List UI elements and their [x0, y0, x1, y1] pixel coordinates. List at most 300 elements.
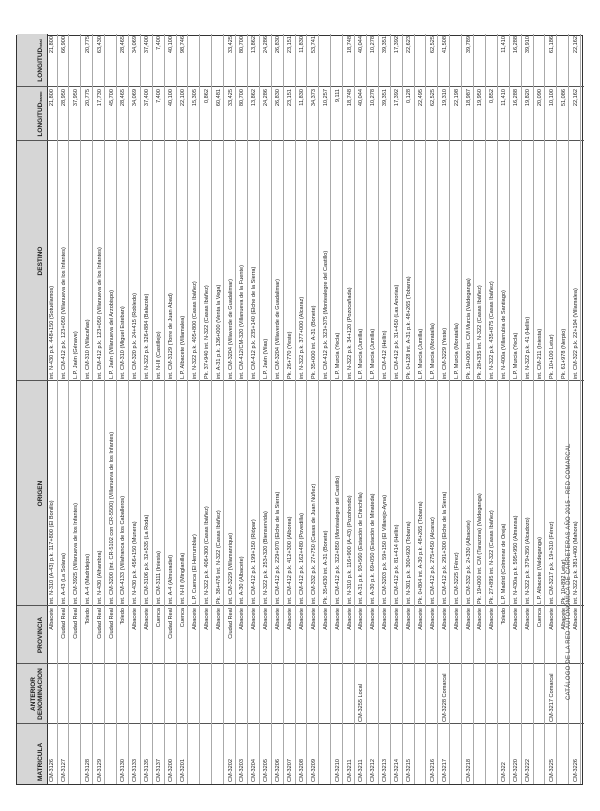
cell-provincia: Albacete	[132, 608, 139, 630]
cell-longitud-tramo: 19,950	[477, 89, 484, 107]
cell-provincia: Albacete	[429, 608, 436, 630]
cell-origen: int. A-30 p.k. 69+050 (Estación de Minateda)	[370, 493, 377, 604]
table-row	[273, 34, 284, 784]
cell-anterior	[226, 664, 237, 724]
cell-matricula: CM-3133	[132, 758, 139, 782]
cell-anterior	[249, 664, 260, 724]
cell-anterior	[309, 664, 320, 724]
cell-longitud-tramo: 19,820	[525, 89, 531, 107]
cell-destino: Pk. 35+000 int. A-31 (Bonete)	[310, 305, 317, 379]
cell-longitud-total	[559, 34, 570, 87]
cell-longitud-tramo: 20,775	[84, 89, 91, 107]
cell-matricula	[559, 724, 570, 784]
cell-matricula	[107, 724, 118, 784]
cell-anterior	[178, 664, 189, 724]
cell-longitud-tramo: 51,086	[560, 89, 567, 107]
table-row	[428, 34, 439, 784]
cell-anterior	[475, 664, 486, 724]
cell-provincia: Albacete	[298, 608, 305, 630]
cell-anterior	[154, 664, 165, 724]
cell-longitud-tramo: 15,305	[191, 89, 198, 107]
road-catalog-table	[16, 35, 583, 785]
cell-anterior	[511, 664, 522, 724]
cell-longitud-total: 41,508	[441, 36, 448, 54]
cell-longitud-total: 39,789	[465, 36, 472, 54]
cell-provincia: Albacete	[560, 608, 567, 630]
cell-longitud-tramo: 34,069	[132, 89, 139, 107]
cell-provincia: Albacete	[203, 608, 210, 630]
cell-anterior: CM-3228 Comarcal	[441, 673, 448, 722]
cell-origen: int. CM-3229 (Villamanrique)	[227, 532, 234, 604]
cell-provincia: Albacete	[513, 608, 520, 630]
cell-destino: L.P. Murcia (Jumilla)	[370, 328, 377, 379]
cell-provincia: Albacete	[406, 608, 412, 630]
cell-longitud-total: 34,069	[132, 36, 139, 54]
cell-anterior	[59, 664, 70, 724]
cell-anterior	[47, 664, 58, 724]
cell-destino: L.P. Murcia (Moratalla)	[429, 323, 436, 379]
table-row	[547, 34, 558, 784]
header-anterior-denominacion: ANTERIOR DENOMINACION	[30, 668, 44, 720]
table-row	[166, 34, 177, 784]
cell-origen: int. CM-412 p.k. 322+850 (Montealegre del Castillo)	[334, 475, 341, 604]
cell-origen: int. A-4 (Madridejos)	[84, 553, 91, 604]
cell-origen: int. N-430a p.k. 595+950 (Almansa)	[513, 515, 520, 604]
table-header	[17, 34, 48, 784]
cell-origen: Pk. 35+630 int. A-31 (Bonete)	[322, 530, 329, 604]
cell-origen: int. A-43 (La Solana)	[60, 553, 67, 604]
cell-anterior	[130, 664, 141, 724]
cell-longitud-tramo: 0,862	[203, 89, 210, 103]
cell-longitud-tramo: 17,730	[96, 89, 103, 107]
cell-destino: int. CM-3229 (Yeste)	[441, 327, 448, 379]
table-row	[404, 34, 415, 784]
cell-longitud-tramo: 45,700	[108, 89, 115, 107]
cell-anterior	[297, 664, 308, 724]
cell-provincia: Ciudad Real	[60, 608, 67, 639]
cell-destino: int. CM-412 (Hellín)	[382, 330, 389, 379]
cell-longitud-total: 33,425	[227, 36, 234, 54]
cell-anterior	[118, 664, 129, 724]
cell-destino: int. CM-412 p.k. 123+050 (Villanueva de los Infantes)	[96, 247, 103, 379]
cell-longitud-total: 98,746	[179, 36, 186, 54]
cell-provincia: Albacete	[287, 608, 293, 630]
cell-longitud-total	[321, 34, 332, 87]
cell-destino: int. N-322 p.k. 405+800 (Casas Ibáñez)	[191, 281, 198, 379]
cell-anterior	[166, 664, 177, 724]
cell-longitud-tramo: 9,111	[334, 89, 341, 103]
cell-longitud-total: 24,286	[263, 36, 270, 54]
cell-provincia: Albacete	[548, 608, 555, 630]
cell-provincia: Albacete	[441, 608, 448, 630]
cell-origen: Pk. 19+000 int. CM (Tarazona) (Valdeganga)	[477, 493, 484, 604]
table-row	[487, 34, 498, 784]
table-row	[356, 34, 367, 784]
cell-longitud-total	[333, 34, 344, 87]
cell-longitud-tramo: 26,830	[275, 89, 282, 107]
cell-longitud-tramo: 17,392	[394, 89, 401, 107]
cell-anterior	[107, 664, 118, 724]
catalog-footer: CATÁLOGO DE LA RED AUTONÓMICA DE CARRETERAS AÑO 2015 - RED COMARCAL	[566, 443, 572, 700]
cell-provincia: Ciudad Real	[72, 608, 79, 639]
cell-origen: L.P. Cuenca (El Herrumblar)	[191, 534, 198, 604]
cell-longitud-total	[71, 34, 82, 87]
cell-longitud-total: 22,623	[406, 36, 412, 54]
cell-provincia: Albacete	[358, 608, 365, 630]
cell-origen: int. CM-412 p.k. 412+300 (Alborea)	[287, 516, 293, 604]
cell-longitud-tramo: 19,310	[441, 89, 448, 107]
table-row	[368, 34, 379, 784]
cell-matricula: CM-3200	[168, 758, 174, 782]
cell-longitud-total: 7,400	[156, 36, 163, 50]
cell-longitud-tramo: 21,800	[49, 89, 55, 107]
table-row	[226, 34, 237, 784]
cell-longitud-tramo: 11,830	[298, 89, 305, 106]
cell-destino: int. N-322 p.k. 41 (Hellín)	[525, 316, 531, 379]
cell-destino: Pk. 37+940 int. N-322 (Casas Ibáñez)	[203, 285, 210, 379]
cell-longitud-tramo: 37,950	[72, 89, 79, 107]
cell-destino: int. N-322 p.k. 326+884 (Balazote)	[144, 293, 151, 379]
table-row	[178, 34, 189, 784]
cell-anterior	[464, 664, 475, 724]
cell-anterior	[202, 664, 213, 724]
cell-provincia: Albacete	[144, 608, 151, 630]
cell-origen: int. CM-3925 (Villanueva de los Infantes)	[72, 503, 79, 604]
cell-anterior	[404, 664, 415, 724]
cell-matricula: CM-3210	[334, 758, 341, 782]
cell-longitud-tramo: 60,481	[215, 89, 222, 107]
cell-destino: L.P. Jaén (Vilas)	[263, 338, 270, 379]
cell-longitud-total	[214, 34, 225, 87]
table-row	[535, 34, 546, 784]
cell-provincia: Toledo	[501, 608, 508, 625]
cell-anterior	[428, 664, 439, 724]
cell-anterior	[333, 664, 344, 724]
cell-destino: int. CM-412 p.k. 123+050 (Villanueva de los Infantes)	[60, 247, 67, 379]
cell-provincia: Toledo	[84, 608, 91, 625]
table-row	[499, 34, 510, 784]
cell-provincia: Albacete	[251, 608, 258, 630]
cell-anterior: CM-3217 Comarcal	[548, 673, 555, 722]
cell-anterior	[237, 664, 248, 724]
cell-destino: int. CM-310 (Miguel Esteban)	[120, 306, 127, 379]
cell-destino: int. CM-320 p.k. 24+415 (Robledo)	[132, 293, 139, 379]
cell-origen: Pk. 10+892 Letur)	[560, 559, 567, 604]
cell-matricula	[535, 724, 546, 784]
cell-provincia: Albacete	[394, 608, 401, 630]
cell-anterior	[261, 664, 272, 724]
cell-destino: L.P. Murcia (Yecla)	[513, 332, 520, 379]
header-provincia: PROVINCIA	[37, 616, 44, 654]
cell-provincia: Albacete	[382, 608, 389, 630]
table-row	[333, 34, 344, 784]
cell-origen: int. CM-412 p.k. 275+450 (Alcaraz)	[429, 517, 436, 604]
cell-origen: Pk. 38+476 int. N-322 (Casas Ibáñez)	[215, 510, 222, 604]
cell-longitud-total: 40,044	[358, 36, 365, 54]
cell-anterior	[499, 664, 510, 724]
table-row	[95, 34, 106, 784]
cell-provincia: Albacete	[525, 608, 531, 630]
cell-origen: int. CM-3111 (Iniesta)	[156, 551, 163, 604]
cell-longitud-total: 63,430	[96, 36, 103, 54]
cell-destino: Pk. 26+770 (Yeste)	[287, 331, 293, 379]
rotated-table-container	[16, 35, 583, 785]
cell-anterior	[285, 664, 296, 724]
cell-provincia: Albacete	[370, 608, 377, 630]
table-row	[249, 34, 260, 784]
cell-matricula: CM-3126	[49, 758, 55, 782]
cell-origen: int. A-30 (Albacete)	[239, 556, 246, 604]
cell-longitud-tramo: 0,128	[406, 89, 412, 103]
table-row	[475, 34, 486, 784]
table-row	[202, 34, 213, 784]
table-row	[452, 34, 463, 784]
table-row	[440, 34, 451, 784]
cell-longitud-tramo: 37,400	[144, 89, 151, 107]
cell-matricula: CM-3215	[406, 758, 412, 782]
cell-destino: int. CM-3204 (Villaverde de Guadalimar)	[227, 278, 234, 379]
header-longitud-total: LONGITUD total	[37, 39, 44, 82]
cell-anterior	[214, 664, 225, 724]
cell-destino: int. N-322 p.k. 435+875 (Casas Ibáñez)	[489, 281, 496, 379]
cell-destino: int. N-322 p.k. 34+120 (Pozocañada)	[346, 287, 353, 379]
cell-anterior	[416, 664, 427, 724]
cell-longitud-tramo: 22,495	[417, 89, 424, 107]
cell-provincia: Ciudad Real	[168, 608, 174, 639]
cell-anterior	[523, 664, 534, 724]
cell-provincia: Toledo	[120, 608, 127, 625]
table-row	[321, 34, 332, 784]
cell-longitud-total: 18,748	[346, 36, 353, 54]
table-row	[214, 34, 225, 784]
cell-destino: L.P. Murcia (Yecla)	[334, 332, 341, 379]
cell-destino: int. N-322 p.k. 377+000 (Alcaraz)	[298, 296, 305, 379]
cell-origen: int. CM-412 p.k. 229+970 (Elche de la Sierra)	[275, 491, 282, 604]
cell-longitud-total: 11,830	[298, 36, 305, 53]
cell-longitud-tramo: 18,987	[465, 89, 472, 107]
cell-longitud-total: 39,351	[382, 36, 389, 54]
cell-longitud-tramo: 24,286	[263, 89, 270, 107]
table-row	[380, 34, 391, 784]
cell-longitud-total	[535, 34, 546, 87]
header-origen: ORIGEN	[37, 480, 44, 507]
cell-provincia: Albacete	[489, 608, 496, 630]
cell-matricula: CM-3208	[298, 758, 305, 782]
cell-matricula: CM-3213	[382, 758, 389, 782]
cell-provincia: Albacete	[417, 608, 424, 630]
cell-destino: L.P. Albacete (Villamalea)	[179, 315, 186, 379]
cell-provincia: Cuenca	[179, 608, 186, 628]
cell-provincia: Albacete	[465, 608, 472, 630]
cell-longitud-total	[475, 34, 486, 87]
cell-matricula: CM-3206	[275, 758, 282, 782]
cell-origen: int. N-III (Minglanilla)	[179, 552, 186, 604]
cell-longitud-total	[416, 34, 427, 87]
cell-provincia: Ciudad Real	[227, 608, 234, 639]
cell-origen: int. A-4 (Almuradiel)	[168, 554, 174, 604]
cell-anterior	[571, 664, 582, 724]
cell-destino: L.P. Jaén (Génave)	[72, 331, 79, 379]
cell-origen: int. CM-4133 (Villafranca de los Caballeros)	[120, 495, 127, 604]
cell-origen: int. N-322 p.k. 406+300 (Casas Ibáñez)	[203, 506, 210, 604]
header-destino: DESTINO	[37, 246, 44, 276]
cell-anterior	[95, 664, 106, 724]
cell-origen: int. CM-3217 p.k. 19+310 (Férez)	[548, 521, 555, 604]
cell-longitud-tramo: 33,425	[227, 89, 234, 107]
cell-anterior	[71, 664, 82, 724]
cell-provincia: Albacete	[215, 608, 222, 630]
cell-provincia: Albacete	[49, 608, 55, 630]
cell-matricula: CM-3214	[394, 758, 401, 782]
cell-destino: int. A-31 p.k. 136+000 (Venta la Vega)	[215, 284, 222, 379]
cell-matricula: CM-3217	[441, 758, 448, 782]
cell-origen: L.P. Albacete (Valdeganga)	[536, 537, 543, 604]
cell-provincia: Cuenca	[156, 608, 163, 628]
header-matricula: MATRICULA	[37, 742, 44, 781]
cell-anterior	[190, 664, 201, 724]
table-row	[285, 34, 296, 784]
cell-matricula: CM-3128	[84, 758, 91, 782]
cell-anterior	[345, 664, 356, 724]
cell-origen: int. N-301 p.k. 300+920 (Tobarra)	[406, 521, 412, 604]
cell-origen: int. CM-3203 p.k. 59+150 (El Villarejo-Ayna)	[382, 494, 389, 604]
table-row	[237, 34, 248, 784]
cell-longitud-tramo: 39,351	[382, 89, 389, 107]
cell-longitud-total: 23,151	[287, 36, 293, 54]
table-row	[392, 34, 403, 784]
cell-longitud-total: 10,278	[370, 36, 377, 54]
cell-longitud-tramo: 10,257	[322, 89, 329, 107]
cell-destino: int. N-III (Castillejo)	[156, 331, 163, 379]
cell-matricula: CM-3130	[120, 758, 127, 782]
cell-provincia: Ciudad Real	[96, 608, 103, 639]
cell-destino: L.P. Murcia (Jumilla)	[417, 328, 424, 379]
cell-origen: int. A-31 p.k. 93+560 (Estación de Chinchilla)	[358, 492, 365, 604]
cell-longitud-total	[202, 34, 213, 87]
cell-destino: int. CM-322 p.k. 22+194 (Villamalea)	[572, 288, 579, 379]
cell-provincia: Albacete	[453, 608, 460, 630]
cell-longitud-tramo: 40,100	[168, 89, 174, 107]
cell-destino: Pk. 28+335 int. N-322 (Casas Ibáñez)	[477, 285, 484, 379]
cell-matricula: CM-3222	[525, 758, 531, 782]
cell-matricula	[475, 724, 486, 784]
cell-longitud-total: 16,288	[513, 36, 520, 54]
cell-origen: int. CM-332 p.k. 27+750 (Casas de Juan Núñez)	[310, 483, 317, 604]
cell-longitud-total: 22,162	[572, 36, 579, 54]
cell-longitud-total	[190, 34, 201, 87]
cell-destino: int. CM-412 p.k. 235+140 (Elche de la Sierra)	[251, 266, 258, 379]
cell-origen: int. CM-412 p.k. 81+414 (Hellín)	[394, 524, 401, 604]
cell-matricula: CM-3203	[239, 758, 246, 782]
header-longitud-tramo: LONGITUD tramo	[37, 91, 44, 137]
cell-matricula: CM-322	[501, 762, 508, 782]
cell-origen: int. CM-3106 p.k. 32+535 (La Roda)	[144, 514, 151, 604]
cell-destino: int. CM-412 p.k. 323+375 (Montealegre del Castillo)	[322, 250, 329, 379]
cell-longitud-tramo: 62,525	[429, 89, 436, 107]
cell-longitud-tramo: 16,288	[513, 89, 520, 107]
cell-origen: int. CM-3225 (Férez)	[453, 552, 460, 604]
cell-provincia: Cuenca	[536, 608, 543, 628]
cell-matricula: CM-3201	[179, 758, 186, 782]
cell-longitud-total	[107, 34, 118, 87]
cell-longitud-total: 17,392	[394, 36, 401, 54]
cell-anterior	[273, 664, 284, 724]
table-row	[107, 34, 118, 784]
cell-longitud-total: 61,186	[548, 36, 555, 54]
table-row	[297, 34, 308, 784]
table-row	[345, 34, 356, 784]
cell-origen: int. CM-412 p.k. 162+480 (Povedilla)	[298, 513, 305, 604]
cell-anterior: CM-3255 Local	[358, 684, 365, 722]
cell-longitud-tramo: 0,852	[489, 89, 496, 103]
cell-origen: int. N-430 (Alhambra)	[96, 550, 103, 604]
table-row	[571, 34, 582, 784]
cell-longitud-tramo: 20,090	[536, 89, 543, 107]
cell-longitud-total: 20,775	[84, 36, 91, 54]
cell-anterior	[452, 664, 463, 724]
cell-matricula	[214, 724, 225, 784]
cell-provincia: Albacete	[477, 608, 484, 630]
cell-longitud-tramo: 11,410	[501, 89, 508, 106]
cell-destino: int. N-430 p.k. 448+150 (Sotuélamos)	[49, 285, 55, 379]
cell-destino: int. CM-211 (Iniesta)	[536, 328, 543, 379]
cell-matricula	[71, 724, 82, 784]
cell-longitud-tramo: 10,278	[370, 89, 377, 107]
cell-matricula: CM-3207	[287, 758, 293, 782]
cell-destino: Pk. 19+000 int. CM Murcia (Valdeganga)	[465, 278, 472, 379]
cell-longitud-total: 37,400	[144, 36, 151, 54]
cell-matricula	[190, 724, 201, 784]
table-row	[511, 34, 522, 784]
cell-longitud-tramo: 80,700	[239, 89, 246, 107]
cell-origen: Pk. 0+804 int. A-30 p.k. 48+265 (Tobarra)	[417, 501, 424, 604]
cell-provincia: Albacete	[334, 608, 341, 630]
cell-matricula: CM-3135	[144, 758, 151, 782]
cell-anterior	[535, 664, 546, 724]
cell-destino: int. CM-412/CM-320 (Villanueva de la Fuente)	[239, 264, 246, 379]
cell-provincia: Albacete	[263, 608, 270, 630]
cell-provincia: Albacete	[239, 608, 246, 630]
cell-longitud-tramo: 22,100	[179, 89, 186, 107]
cell-matricula	[321, 724, 332, 784]
cell-longitud-tramo: 22,162	[572, 89, 579, 107]
cell-longitud-total: 26,830	[275, 36, 282, 54]
cell-longitud-total	[487, 34, 498, 87]
cell-longitud-total: 40,100	[168, 36, 174, 54]
cell-longitud-tramo: 13,862	[251, 89, 258, 107]
cell-anterior	[392, 664, 403, 724]
cell-matricula: CM-3212	[370, 758, 377, 782]
cell-destino: L.P. Jaén (Villanueva del Arzobispo)	[108, 289, 115, 379]
cell-longitud-total: 66,900	[60, 36, 67, 54]
table-row	[154, 34, 165, 784]
table-row	[118, 34, 129, 784]
cell-provincia: Albacete	[322, 608, 329, 630]
cell-longitud-tramo: 34,373	[310, 89, 317, 107]
cell-anterior	[487, 664, 498, 724]
cell-anterior	[380, 664, 391, 724]
cell-longitud-tramo: 22,198	[453, 89, 460, 107]
cell-origen: int. CM-412 p.k. 199+150 (Riópar)	[251, 519, 258, 604]
table-row	[59, 34, 70, 784]
cell-origen: L.P. Madrid (Colmenar de Oreja)	[501, 523, 508, 604]
cell-destino: int. CM-3129 (Torre de Juan Abad)	[168, 293, 174, 379]
cell-destino: L.P. Murcia (Moratalla)	[453, 323, 460, 379]
cell-anterior	[321, 664, 332, 724]
cell-origen: Pk. 27+895 int. N-322 (Casas Ibáñez)	[489, 510, 496, 604]
table-row	[523, 34, 534, 784]
table-row	[83, 34, 94, 784]
